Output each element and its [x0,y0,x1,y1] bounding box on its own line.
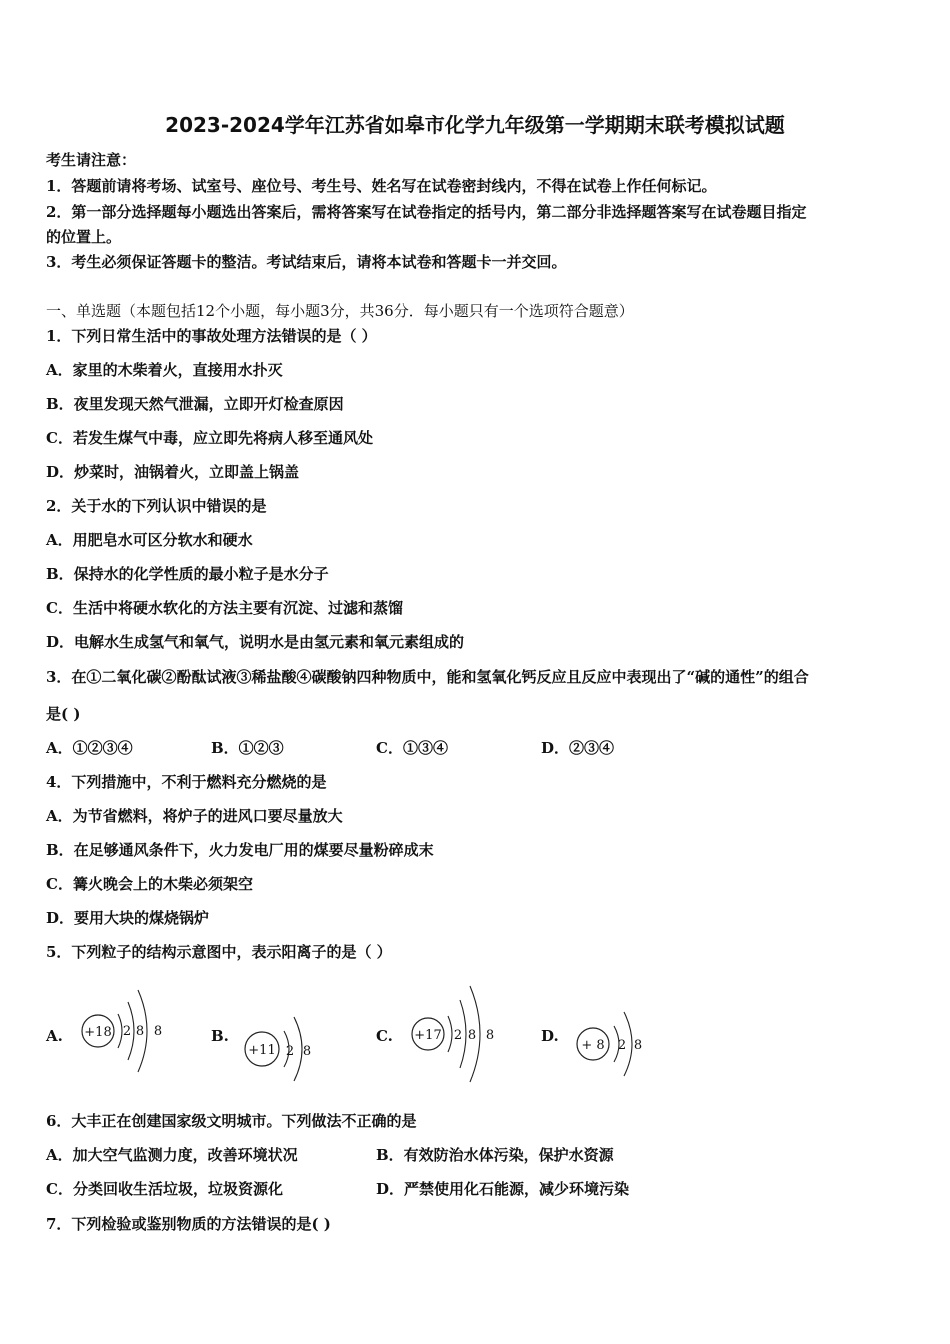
shell-electrons: 8 [633,1038,643,1053]
question-option: A．家里的木柴着火，直接用水扑灭 [46,361,283,379]
notice-item: 1．答题前请将考场、试室号、座位号、考生号、姓名写在试卷密封线内，不得在试卷上作任何标记。 [46,177,717,195]
question-option: B．夜里发现天然气泄漏，立即开灯检查原因 [46,395,344,413]
question-stem: 是( ) [46,705,81,723]
question-stem: 1．下列日常生活中的事故处理方法错误的是（ ） [46,327,377,345]
option-label: A. [46,1027,63,1045]
question-option: C．生活中将硬水软化的方法主要有沉淀、过滤和蒸馏 [46,599,403,617]
nucleus-charge: +17 [414,1028,442,1043]
option-label: B. [211,1027,229,1045]
question-stem: 3．在①二氧化碳②酚酞试液③稀盐酸④碳酸钠四种物质中，能和氢氧化钙反应且反应中表现出了“碱的通性”的组合 [46,668,809,686]
question-option: B．在足够通风条件下，火力发电厂用的煤要尽量粉碎成末 [46,841,434,859]
atom-diagram-d [572,998,652,1078]
question-option: A．用肥皂水可区分软水和硬水 [46,531,253,549]
question-option: B．保持水的化学性质的最小粒子是水分子 [46,565,329,583]
question-stem: 7．下列检验或鉴别物质的方法错误的是( ) [46,1215,331,1233]
nucleus-charge: + 8 [581,1038,605,1053]
notice-item: 2．第一部分选择题每小题选出答案后，需将答案写在试卷指定的括号内，第二部分非选择题答案写在试卷题目指定 [46,203,807,221]
shell-electrons: 8 [485,1028,495,1043]
question-option: C．①③④ [376,739,448,757]
page-title: 2023-2024学年江苏省如皋市化学九年级第一学期期末联考模拟试题 [165,113,785,137]
question-option: A．①②③④ [46,739,133,757]
question-stem: 4．下列措施中，不利于燃料充分燃烧的是 [46,773,327,791]
question-option: C．篝火晚会上的木柴必须架空 [46,875,253,893]
question-stem: 5．下列粒子的结构示意图中，表示阳离子的是（ ） [46,943,392,961]
question-stem: 6．大丰正在创建国家级文明城市。下列做法不正确的是 [46,1112,417,1130]
option-label: D. [541,1027,559,1045]
question-option: D．②③④ [541,739,615,757]
notice-item: 3．考生必须保证答题卡的整洁。考试结束后，请将本试卷和答题卡一并交回。 [46,253,567,271]
question-option: B．①②③ [211,739,284,757]
nucleus-charge: +11 [248,1043,276,1058]
question-option: A．加大空气监测力度，改善环境状况 [46,1146,298,1164]
notice-heading: 考生请注意： [46,151,137,169]
question-option: D．要用大块的煤烧锅炉 [46,909,210,927]
question-stem: 2．关于水的下列认识中错误的是 [46,497,267,515]
atom-diagram-b [240,1005,320,1085]
shell-electrons: 2 [617,1038,627,1053]
shell-electrons: 8 [302,1044,312,1059]
shell-electrons: 2 [285,1044,295,1059]
shell-electrons: 2 [122,1024,132,1039]
shell-electrons: 2 [453,1028,463,1043]
question-option: D．电解水生成氢气和氧气，说明水是由氢元素和氧元素组成的 [46,633,465,651]
shell-electrons: 8 [153,1024,163,1039]
atom-diagram-c [406,978,501,1088]
question-option: D．严禁使用化石能源，减少环境污染 [376,1180,630,1198]
nucleus-charge: +18 [84,1025,112,1040]
question-option: A．为节省燃料，将炉子的进风口要尽量放大 [46,807,343,825]
atom-diagram-a [78,978,173,1088]
question-option: C．若发生煤气中毒，应立即先将病人移至通风处 [46,429,373,447]
option-label: C. [376,1027,393,1045]
shell-electrons: 8 [467,1028,477,1043]
question-option: C．分类回收生活垃圾，垃圾资源化 [46,1180,283,1198]
shell-electrons: 8 [135,1024,145,1039]
question-option: D．炒菜时，油锅着火，立即盖上锅盖 [46,463,300,481]
question-option: B．有效防治水体污染，保护水资源 [376,1146,614,1164]
section-heading: 一、单选题（本题包括12个小题，每小题3分，共36分．每小题只有一个选项符合题意） [46,302,634,320]
notice-item: 的位置上。 [46,228,122,246]
